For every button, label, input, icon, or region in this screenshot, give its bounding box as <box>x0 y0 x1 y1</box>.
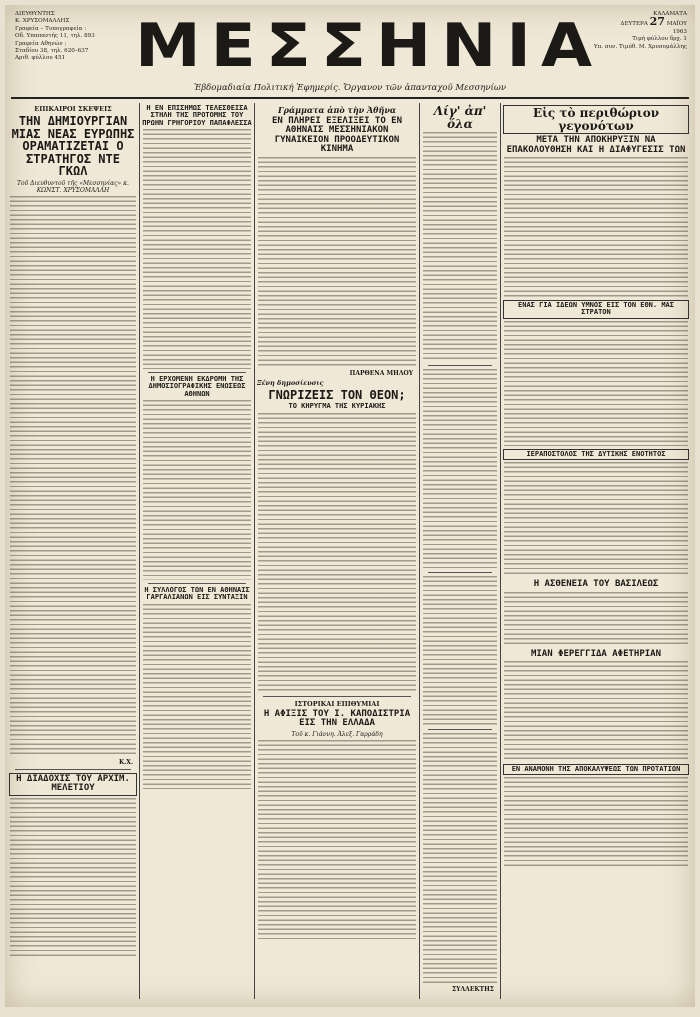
newspaper-title: ΜΕΣΣΗΝΙΑ <box>135 10 603 81</box>
director-name: Κ. ΧΡΥΣΟΜΑΛΛΗΣ <box>15 18 70 25</box>
column-4 <box>422 103 498 999</box>
divider <box>148 583 246 584</box>
offices-address: Οδ. Υπαπαντής 11, τηλ. 893 <box>15 33 95 40</box>
article-body-text <box>143 129 251 369</box>
masthead-rule <box>11 97 689 99</box>
athens-offices-label: Γραφεία Αθηνών : <box>15 40 67 47</box>
article-subheadline: ΤΟ ΚΗΡΥΓΜΑ ΤΗΣ ΚΥΡΙΑΚΗΣ <box>288 402 386 411</box>
article-body-text <box>423 369 497 569</box>
article-body-text <box>504 462 688 577</box>
section-headline: Εἰς τὸ περιθώριον γεγονότων <box>503 105 689 134</box>
newspaper-subtitle: Ἐβδομαδιαία Πολιτική Ἐφημερίς. Ὄργανον τῶν ἀπανταχοῦ Μεσσηνίων <box>194 83 506 93</box>
article-byline: Τοῦ κ. Γιάννη. Ἀλεξ. Γαρράδη <box>291 730 383 738</box>
article-headline: Η ΕΡΧΟΜΕΝΗ ΕΚΔΡΟΜΗ ΤΗΣ ΔΗΜΟΣΙΟΓΡΑΦΙΚΗΣ ΕΝΩΣΕΩΣ ΑΘΗΝΩΝ <box>148 375 246 398</box>
article-headline: ΜΙΑΝ ΦΕΡΕΓΓΙΔΑ ΑΦΕΤΗΡΙΑΝ <box>530 648 662 659</box>
article-headline: ΜΕΤΑ ΤΗΝ ΑΠΟΚΗΡΥΞΙΝ ΝΑ ΕΠΑΚΟΛΟΥΘΗΣΗ ΚΑΙ Η ΔΙΑΦΥΓΕΣΙΣ ΤΩΝ <box>506 135 686 155</box>
column-2 <box>142 103 252 999</box>
issue-number: Αριθ. φύλλου 451 <box>15 55 66 62</box>
article-headline: Η ΕΝ ΕΠΙΣΗΜΩΣ ΤΕΛΕΣΘΕΙΣΑ ΣΤΗΛΗ ΤΗΣ ΠΡΟΤΟΜΗΣ ΤΟΥ ΠΡΩΗΝ ΓΡΗΓΟΡΙΟΥ ΠΑΠΑΦΛΕΣΣΑ <box>142 104 252 127</box>
article-byline: Τοῦ Διευθυντοῦ τῆς «Μεσσηνίας» κ. ΚΩΝΣΤ. ΧΡΥΣΟΜΑΛΛΗ <box>17 179 129 194</box>
masthead-left-info <box>15 11 135 63</box>
article-body-text <box>423 576 497 726</box>
article-headline: ΕΝ ΑΝΑΜΟΝΗ ΤΗΣ ΑΠΟΚΑΛΥΨΕΩΣ ΤΩΝ ΠΡΟΤΑΤΙΩΝ <box>503 764 689 775</box>
column-divider <box>500 103 501 999</box>
article-headline: Η ΑΦΙΞΙΣ ΤΟΥ Ι. ΚΑΠΟΔΙΣΤΡΙΑ ΕΙΣ ΤΗΝ ΕΛΛΑΔΑ <box>263 708 411 729</box>
article-signature: Κ.Χ. <box>118 758 133 766</box>
column-1 <box>9 103 137 999</box>
article-body-text <box>504 777 688 867</box>
article-headline: ΓΝΩΡΙΖΕΙΣ ΤΟΝ ΘΕΟΝ; <box>268 387 406 402</box>
masthead-right-info <box>567 11 687 51</box>
article-body-text <box>258 157 416 367</box>
article-headline: ΤΗΝ ΔΗΜΙΟΥΡΓΙΑΝ ΜΙΑΣ ΝΕΑΣ ΕΥΡΩΠΗΣ ΟΡΑΜΑΤΙΖΕΤΑΙ Ο ΣΤΡΑΤΗΓΟΣ ΝΤΕ ΓΚΩΛ <box>11 114 135 179</box>
article-kicker: ΕΠΙΚΑΙΡΟΙ ΣΚΕΨΕΙΣ <box>34 105 112 113</box>
article-signature: ΣΥΛΛΕΚΤΗΣ <box>452 986 494 994</box>
divider <box>263 696 411 697</box>
column-divider <box>139 103 140 999</box>
divider <box>428 572 492 573</box>
article-body-text <box>423 733 497 983</box>
divider <box>428 729 492 730</box>
issue-year: 1963 <box>672 28 687 35</box>
article-body-text <box>143 400 251 580</box>
price-label: Τιμή φύλλου δρχ. 1 <box>632 36 687 43</box>
column-divider <box>254 103 255 999</box>
article-body-text <box>258 413 416 693</box>
article-body-text <box>423 132 497 362</box>
divider <box>148 372 246 373</box>
article-body-text <box>143 604 251 789</box>
article-kicker: Γράμματα ἀπὸ τὴν Ἀθῆνα <box>277 105 397 115</box>
article-headline: ΕΝ ΠΛΗΡΕΙ ΕΞΕΛΙΞΕΙ ΤΟ ΕΝ ΑΘΗΝΑΙΣ ΜΕΣΣΗΝΙΑΚΟΝ ΓΥΝΑΙΚΕΙΟΝ ΠΡΟΟΔΕΥΤΙΚΟΝ ΚΙΝΗΜΑ <box>271 116 403 155</box>
article-headline: Λίγ' ἀπ' ὅλα <box>433 104 487 131</box>
article-body-text <box>504 661 688 761</box>
section-label: Ξένη δημοσίευσις <box>257 378 324 387</box>
editor-label: Υπ. συν. Τιμόθ. Μ. Χρυσομάλλης <box>593 43 687 50</box>
article-body-text <box>10 196 136 756</box>
article-body-text <box>258 740 416 940</box>
article-body-text <box>504 592 688 647</box>
article-body-text <box>504 157 688 297</box>
column-3 <box>257 103 417 999</box>
athens-offices-address: Σταδίου 38, τηλ. 620–637 <box>15 48 89 55</box>
divider <box>428 365 492 366</box>
article-headline-bottom: Η ΔΙΑΔΟΧΙΣ ΤΟΥ ΑΡΧΙΜ. ΜΕΛΕΤΙΟΥ <box>9 773 137 796</box>
article-body-text-bottom <box>10 798 136 958</box>
issue-date: ΔΕΥΤΕΡΑ 27 ΜΑΪΟΥ <box>620 15 687 29</box>
column-5 <box>503 103 689 999</box>
article-headline: ΕΝΑΣ ΓΙΑ ΙΔΕΩΝ ΥΜΝΟΣ ΕΙΣ ΤΟΝ ΕΘΝ. ΜΑΣ ΣΤΡΑΤΟΝ <box>503 300 689 319</box>
article-signature: ΠΑΡΘΕΝΑ ΜΗΛΟΥ <box>349 369 413 377</box>
article-kicker: ΙΣΤΟΡΙΚΑΙ ΕΠΙΘΥΜΙΑΙ <box>294 699 380 708</box>
article-body-text <box>504 321 688 446</box>
offices-label: Γραφεία – Τυπογραφεία : <box>15 25 87 32</box>
article-headline: Η ΑΣΘΕΝΕΙΑ ΤΟΥ ΒΑΣΙΛΕΩΣ <box>533 579 659 590</box>
article-headline: Η ΣΥΛΛΟΓΟΣ ΤΩΝ ΕΝ ΑΘΗΝΑΙΣ ΓΑΡΓΑΛΙΑΝΩΝ ΕΙΣ ΣΥΝΤΑΞΙΝ <box>144 586 250 602</box>
newspaper-page <box>5 5 695 1007</box>
divider <box>15 769 131 770</box>
director-label: ΔΙΕΥΘΥΝΤΗΣ <box>15 11 55 17</box>
article-headline: ΙΕΡΑΠΟΣΤΟΛΟΣ ΤΗΣ ΔΥΤΙΚΗΣ ΕΝΟΤΗΤΟΣ <box>503 449 689 460</box>
column-divider <box>419 103 420 999</box>
city-label: ΚΑΛΑΜΑΤΑ <box>653 11 687 17</box>
